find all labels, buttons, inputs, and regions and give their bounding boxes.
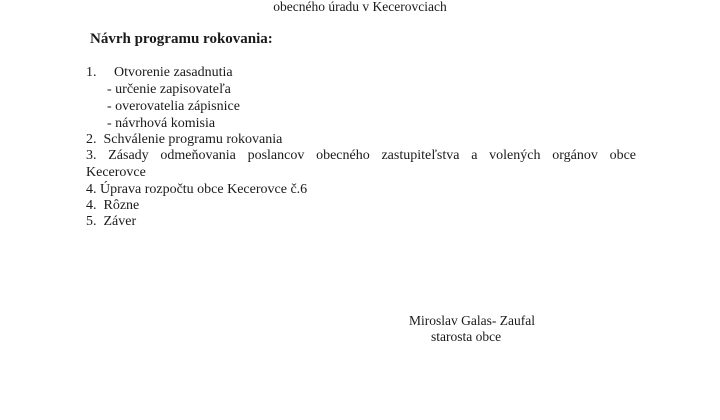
agenda-item-label-line2: Kecerovce <box>86 164 146 180</box>
agenda-item-number: 4. <box>86 198 97 213</box>
agenda-item-label: Úprava rozpočtu obce Kecerovce č.6 <box>100 182 308 197</box>
agenda-item-number: 5. <box>86 214 97 229</box>
agenda-item-number: 4. <box>86 182 97 197</box>
header-line: obecného úradu v Kecerovciach <box>273 0 447 14</box>
signature-role: starosta obce <box>431 329 502 344</box>
agenda-item-label: Schválenie programu rokovania <box>103 132 283 147</box>
agenda-item-1 <box>86 65 233 81</box>
agenda-subitem: - určenie zapisovateľa <box>107 82 231 97</box>
agenda-item-6 <box>86 214 136 230</box>
agenda-item-number: 2. <box>86 132 97 147</box>
agenda-item-label: Rôzne <box>103 198 140 213</box>
agenda-item-3 <box>86 148 636 181</box>
agenda-item-label-line1: Zásady odmeňovania poslancov obecného zastupiteľstva a volených orgánov obce <box>108 148 637 163</box>
agenda-subitem: - návrhová komisia <box>107 116 216 131</box>
agenda-subitem: - overovatelia zápisnice <box>107 99 240 114</box>
agenda-item-2 <box>86 132 282 148</box>
agenda-item-label: Záver <box>103 214 137 229</box>
agenda-item-4 <box>86 182 307 198</box>
signature-name: Miroslav Galas- Zaufal <box>409 313 535 328</box>
agenda-title: Návrh programu rokovania: <box>90 31 273 47</box>
agenda-item-number: 3. <box>86 148 97 163</box>
agenda-item-number: 1. <box>86 65 97 80</box>
agenda-item-label: Otvorenie zasadnutia <box>114 65 233 80</box>
agenda-item-5 <box>86 198 139 214</box>
